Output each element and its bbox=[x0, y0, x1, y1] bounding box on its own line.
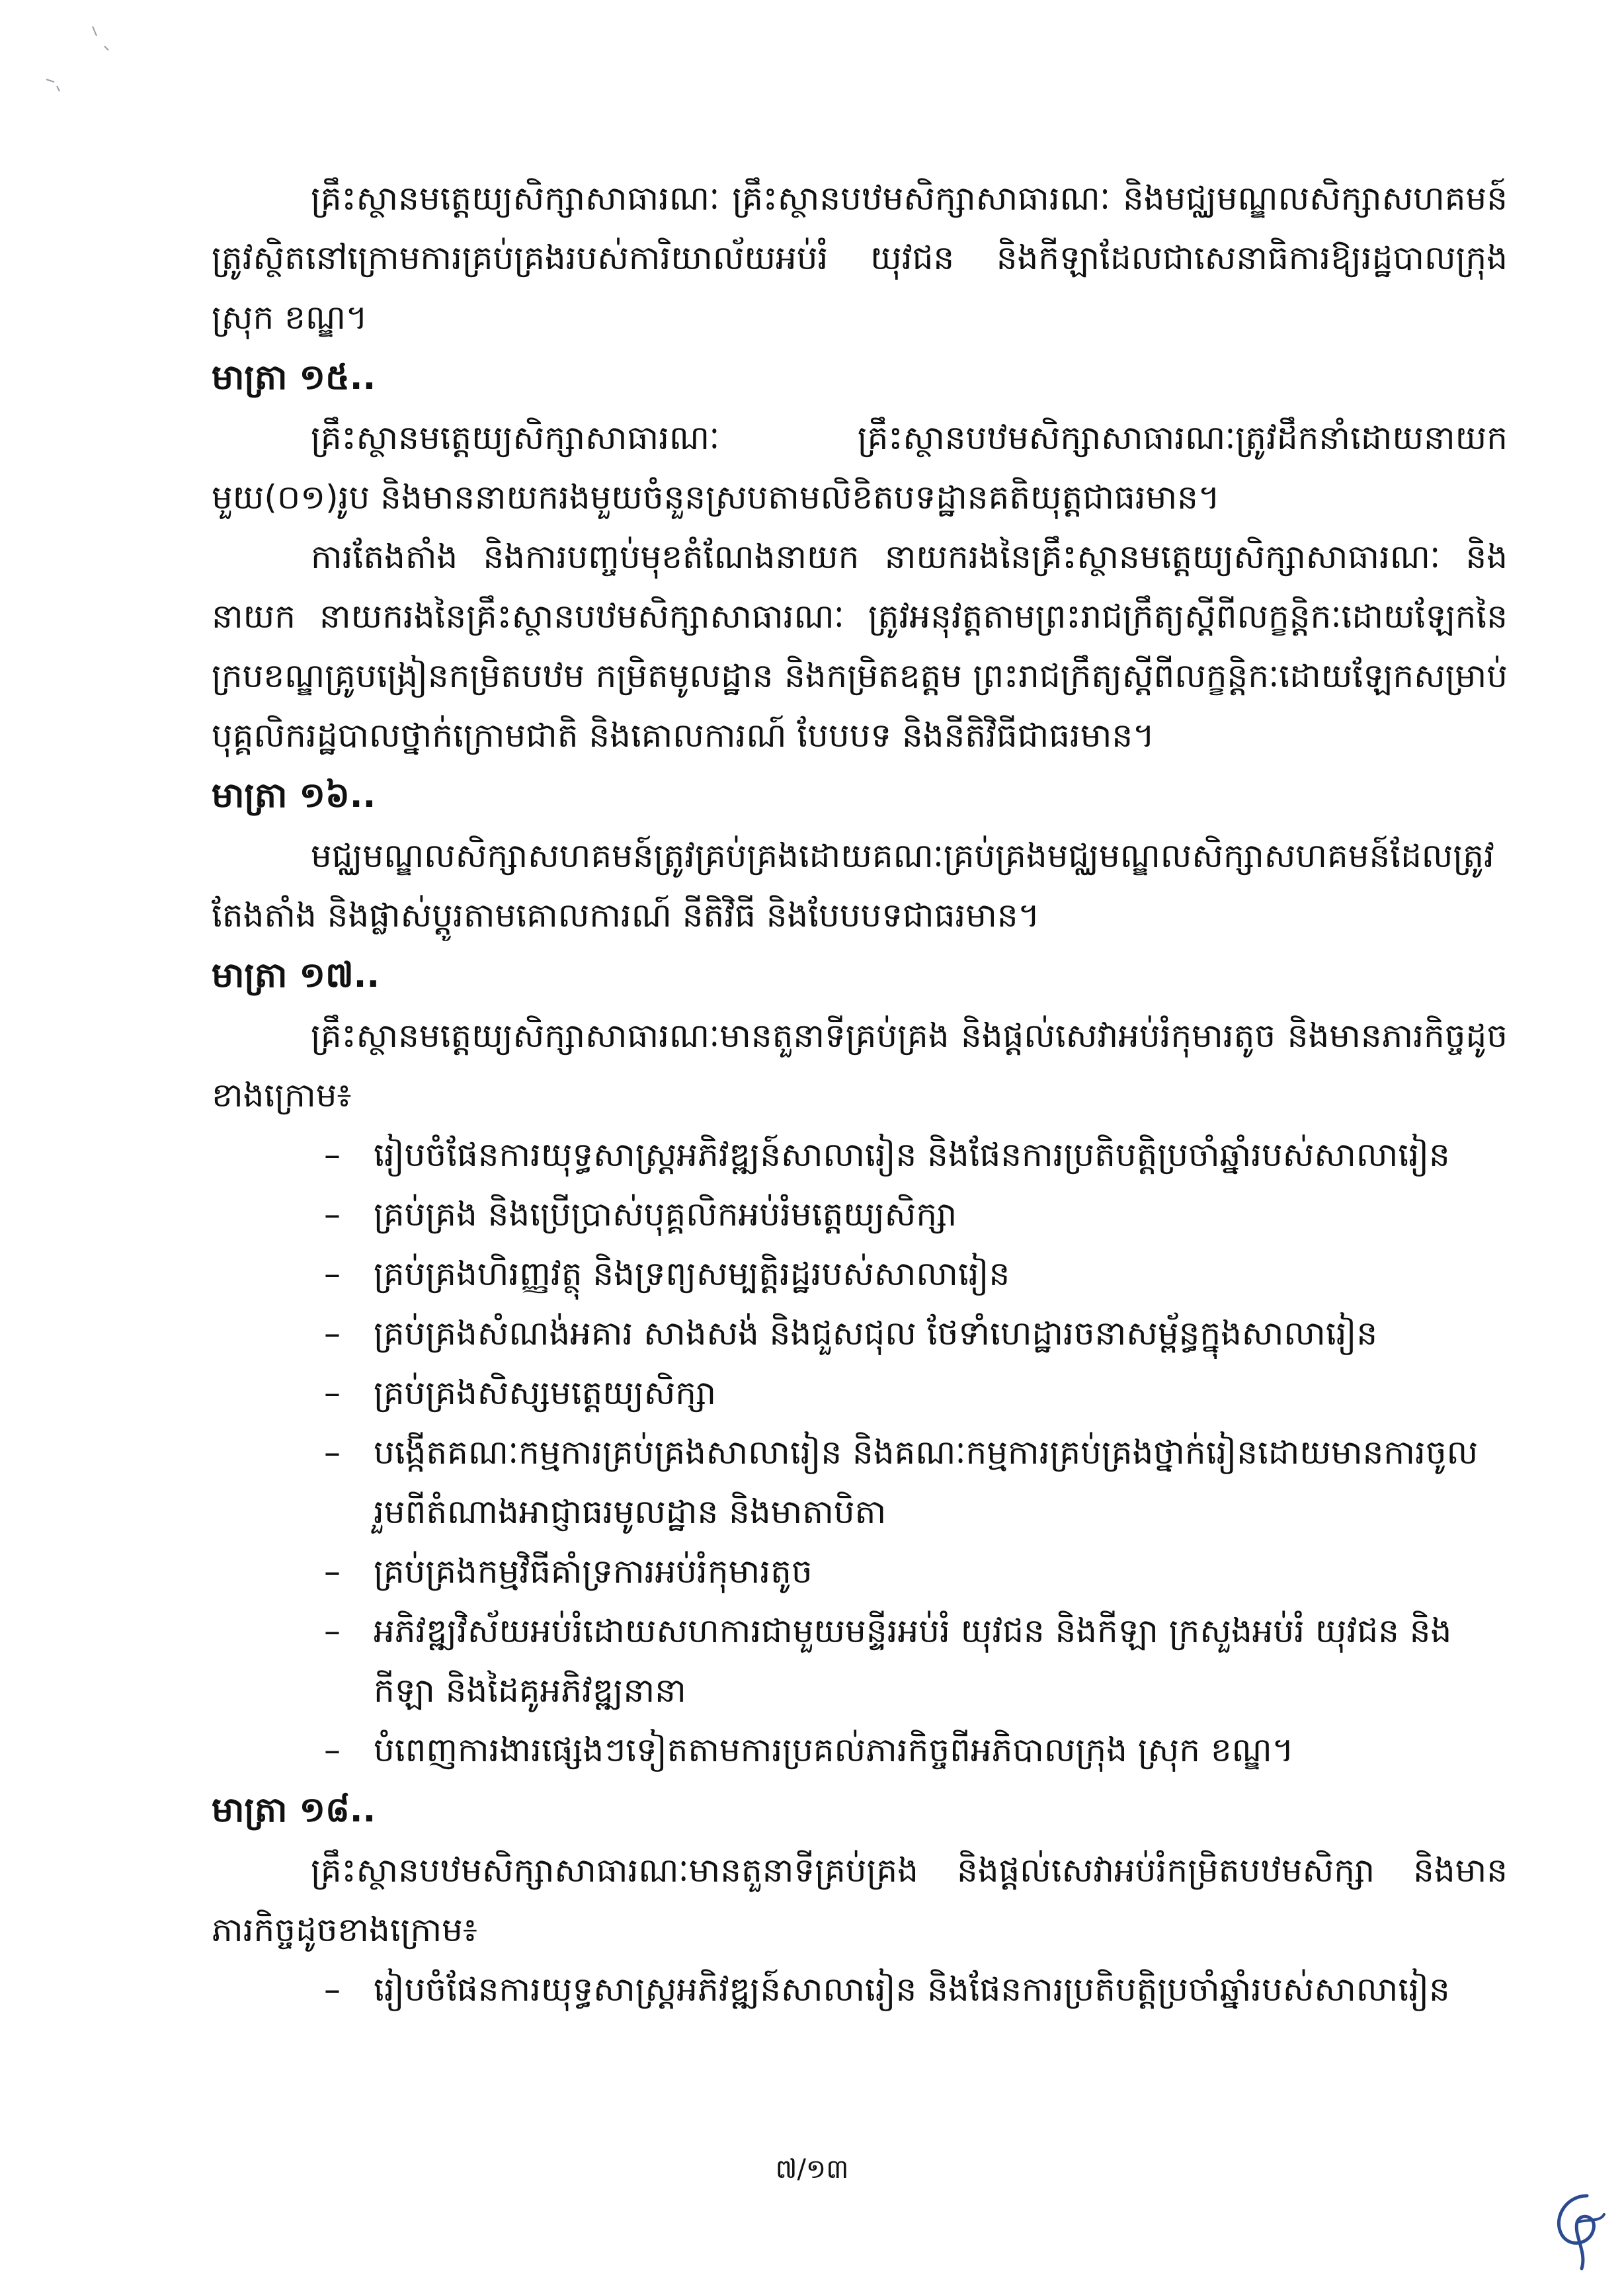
list-item-text: គ្រប់គ្រងសិស្សមត្តេយ្យសិក្សា bbox=[374, 1374, 717, 1412]
list-dash: – bbox=[324, 1731, 341, 1769]
list-item-text: គ្រប់គ្រងកម្មវិធីគាំទ្រការអប់រំកុមារតូច bbox=[374, 1552, 813, 1591]
list-item bbox=[212, 1304, 1508, 1363]
article-18-paragraph-1: គ្រឹះស្ថានបឋមសិក្សាសាធារណៈមានតួនាទីគ្រប់គ្រង និងផ្តល់សេវាអប់រំកម្រិតបឋមសិក្សា និងមានភារកិច្ចដូចខាងក្រោម៖ bbox=[212, 1851, 1508, 1949]
list-item bbox=[212, 1363, 1508, 1423]
list-item-text: រៀបចំផែនការយុទ្ធសាស្ត្រអភិវឌ្ឍន៍សាលារៀន និងផែនការប្រតិបត្តិប្រចាំឆ្នាំរបស់សាលារៀន bbox=[374, 1970, 1450, 2009]
list-dash: – bbox=[324, 1255, 341, 1293]
list-dash: – bbox=[324, 1433, 341, 1472]
article-16-heading: មាត្រា ១៦.. bbox=[212, 776, 376, 815]
article-18-duties-list bbox=[212, 1960, 1508, 2019]
list-dash: – bbox=[324, 1612, 341, 1650]
handwritten-initials bbox=[1541, 2183, 1613, 2275]
page-number: ៧/១៣ bbox=[775, 2154, 849, 2185]
intro-paragraph: គ្រឹះស្ថានមត្តេយ្យសិក្សាសាធារណៈ គ្រឹះស្ថានបឋមសិក្សាសាធារណៈ និងមជ្ឈមណ្ឌលសិក្សាសហគមន៍ត្រូវស្ថិតនៅក្រោមការគ្រប់គ្រងរបស់ការិយាល័យអប់រំ យុវជន និងកីឡាដែលជាសេនាធិការឱ្យរដ្ឋបាលក្រុង ស្រុក ខណ្ឌ។ bbox=[212, 179, 1508, 337]
article-18-heading: មាត្រា ១៨.. bbox=[212, 1790, 376, 1830]
article-17-heading: មាត្រា ១៧.. bbox=[212, 956, 380, 995]
list-item bbox=[212, 1423, 1508, 1542]
list-item-text: បង្កើតគណៈកម្មការគ្រប់គ្រងសាលារៀន និងគណៈកម្មការគ្រប់គ្រងថ្នាក់រៀនដោយមានការចូលរួមពីតំណាងអាជ្ញាធរមូលដ្ឋាន និងមាតាបិតា bbox=[374, 1433, 1479, 1531]
list-dash: – bbox=[324, 1552, 341, 1591]
list-item bbox=[212, 1542, 1508, 1601]
article-15-paragraph-1: គ្រឹះស្ថានមត្តេយ្យសិក្សាសាធារណៈ គ្រឹះស្ថានបឋមសិក្សាសាធារណៈត្រូវដឹកនាំដោយនាយកមួយ(០១)រូប និងមាននាយករងមួយចំនួនស្របតាមលិខិតបទដ្ឋានគតិយុត្តជាធរមាន។ bbox=[212, 419, 1508, 517]
list-item-text: គ្រប់គ្រងសំណង់អគារ សាងសង់ និងជួសជុល ថែទាំហេដ្ឋារចនាសម្ព័ន្ធក្នុងសាលារៀន bbox=[374, 1314, 1378, 1353]
list-dash: – bbox=[324, 1195, 341, 1233]
list-dash: – bbox=[324, 1970, 341, 2009]
list-item-text: គ្រប់គ្រង និងប្រើប្រាស់បុគ្គលិកអប់រំមត្តេយ្យសិក្សា bbox=[374, 1195, 957, 1233]
list-item-text: អភិវឌ្ឍវិស័យអប់រំដោយសហការជាមួយមន្ទីរអប់រំ យុវជន និងកីឡា ក្រសួងអប់រំ យុវជន និងកីឡា និងដៃគូអភិវឌ្ឍនានា bbox=[374, 1612, 1452, 1710]
article-15-heading: មាត្រា ១៥.. bbox=[212, 358, 376, 397]
article-16-paragraph-1: មជ្ឈមណ្ឌលសិក្សាសហគមន៍ត្រូវគ្រប់គ្រងដោយគណៈគ្រប់គ្រងមជ្ឈមណ្ឌលសិក្សាសហគមន៍ដែលត្រូវតែងតាំង និងផ្លាស់ប្តូរតាមគោលការណ៍ នីតិវិធី និងបែបបទជាធរមាន។ bbox=[212, 837, 1494, 935]
list-item-text: រៀបចំផែនការយុទ្ធសាស្ត្រអភិវឌ្ឍន៍សាលារៀន និងផែនការប្រតិបត្តិប្រចាំឆ្នាំរបស់សាលារៀន bbox=[374, 1136, 1450, 1174]
article-17-paragraph-1: គ្រឹះស្ថានមត្តេយ្យសិក្សាសាធារណៈមានតួនាទីគ្រប់គ្រង និងផ្តល់សេវាអប់រំកុមារតូច និងមានភារកិច្ចដូចខាងក្រោម៖ bbox=[212, 1017, 1508, 1114]
article-15-paragraph-2: ការតែងតាំង និងការបញ្ចប់មុខតំណែងនាយក នាយករងនៃគ្រឹះស្ថានមត្តេយ្យសិក្សាសាធារណៈ និងនាយក នាយករងនៃគ្រឹះស្ថានបឋមសិក្សាសាធារណៈ ត្រូវអនុវត្តតាមព្រះរាជក្រឹត្យស្តីពីលក្ខន្តិកៈដោយឡែកនៃក្របខណ្ឌគ្រូបង្រៀនកម្រិតបឋម កម្រិតមូលដ្ឋាន និងកម្រិតឧត្តម ព្រះរាជក្រឹត្យស្តីពីលក្ខន្តិកៈដោយឡែកសម្រាប់បុគ្គលិករដ្ឋបាលថ្នាក់ក្រោមជាតិ និងគោលការណ៍ បែបបទ និងនីតិវិធីជាធរមាន។ bbox=[212, 538, 1508, 755]
scan-specks bbox=[26, 13, 132, 106]
list-item bbox=[212, 1720, 1508, 1780]
article-17-duties-list bbox=[212, 1125, 1508, 1780]
list-dash: – bbox=[324, 1136, 341, 1174]
list-item bbox=[212, 1601, 1508, 1720]
list-dash: – bbox=[324, 1314, 341, 1353]
list-item-text: បំពេញការងារផ្សេងៗទៀតតាមការប្រគល់ភារកិច្ចពីអភិបាលក្រុង ស្រុក ខណ្ឌ។ bbox=[374, 1731, 1294, 1769]
list-item-text: គ្រប់គ្រងហិរញ្ញវត្ថុ និងទ្រព្យសម្បត្តិរដ្ឋរបស់សាលារៀន bbox=[374, 1255, 1010, 1293]
list-item bbox=[212, 1185, 1508, 1244]
list-item bbox=[212, 1244, 1508, 1304]
list-dash: – bbox=[324, 1374, 341, 1412]
document-body bbox=[212, 169, 1508, 2019]
list-item bbox=[212, 1960, 1508, 2019]
list-item bbox=[212, 1125, 1508, 1185]
